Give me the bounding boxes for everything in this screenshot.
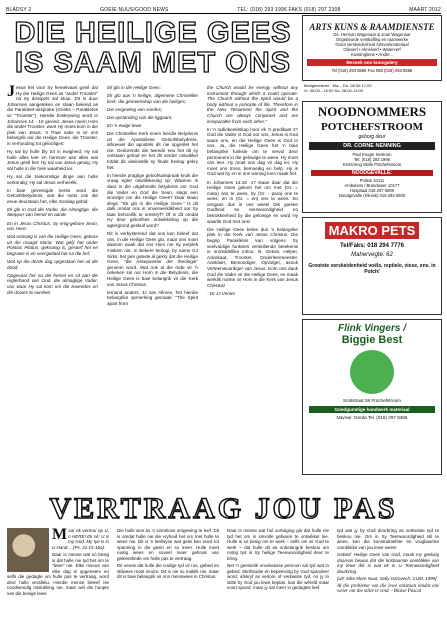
paragraph: Hy sal die toekomstige dinge aan hulle verkondig; Hy sal Jesus verheerlik. bbox=[7, 173, 98, 185]
drop-cap: J bbox=[7, 85, 15, 100]
article-title bbox=[8, 18, 298, 78]
devotion-column-2 bbox=[117, 528, 219, 582]
ad-line: Groot verskeidenheid Artsvorkmateriaal bbox=[335, 42, 409, 47]
paragraph: tyd wat jy by God deurbring as verkwiste tyd te beskou nie. Om in Sy Teenwoordigheid stil te wees, kan die konstruktiefste en vrugbaarste oomblikke van jou lewe wees! bbox=[337, 528, 439, 550]
paragraph: Iemand anders, JJ van Allmen, het hierdie belangrike opmerking gemaak: "The Spirit apart from bbox=[107, 289, 198, 306]
ad-number: Hospitaal 018 297 5800 bbox=[349, 188, 395, 194]
devotion-title: VERTRAAG JOU PAS bbox=[49, 492, 398, 525]
paragraph: Die hulle sien as 'n sinnelose omgewing te leef. Dit is omdat hulle nie die vryheid het om met hulle te wees nie. Dit is 'n leefwyse wat gelei kan word tot spanning in die gesin en so meer. Hulle moet rustig wees en soveel meer gebruik van geleenthede om hulle pas te vertraag. bbox=[117, 528, 219, 561]
ad-emergency-bar: NOODGEVALLE: bbox=[311, 170, 433, 176]
ad-number: Polisie 10111 bbox=[359, 177, 385, 183]
source: [Uit: Elke More Nuut, Solly Ozrovech, CUM, 1999] bbox=[337, 576, 437, 581]
hours-line: Vr. 08:00 - 16:00 Sa. 08:00-13:00 bbox=[304, 88, 364, 93]
paper-name: GOEIE NUUS/GOOD NEWS bbox=[100, 7, 169, 13]
devotion-column-3 bbox=[227, 528, 329, 593]
advertisement-column bbox=[302, 15, 442, 475]
drop-cap: M bbox=[52, 526, 68, 543]
paragraph: Die Heilige Gees belee dus 'n belangrike plek in die Kerk van Jesus Christus. Die begrip Paraklétos kan volgens Sy veelvuldige funksies verskillende betekenis in onmiddellike inhou, nl. Getuie, Helper, Advokaat, Trooster, Onderleermeester, Aanklaer, Bemoediger, Opvolger, asook Verteenwoordiger van Jesus. Kom ons dank God die Vader vir die Heilige Gees, en maak werklik ruimte vir Hom in die Kerk van Jesus Christus! bbox=[207, 226, 298, 288]
creed-line: Ek glo aan 'n heilige, algemene Christelike kerk, die gemeenskap van die heiliges; bbox=[107, 93, 198, 104]
creed-line: En 'n ewige lewe. bbox=[107, 122, 143, 128]
ad-line: Kemtoring Skille Potchefstroom bbox=[342, 162, 402, 168]
business-hours bbox=[302, 83, 442, 99]
creed-line: En in Jesus Christus, Sy enig-gebore Seun, ons Here; bbox=[7, 220, 98, 232]
scripture-quote: aar ek vertrou op U, o HERE! Ek sê: U is my God. My tye is in U Hand… (Ps. 31:15-16a). bbox=[52, 528, 109, 550]
paragraph: Daar is mense wat hul oortuiging glo dat hulle nie tyd het om in sinvolle gebeure te ontwikkel nie. Hulle is só besig om te werk – selfs om vir God te werk – dat hulle dit as onbelangrik beskou om rustig tyd in Sy heilige Teenwoordigheid deur te bring. bbox=[227, 528, 329, 561]
paragraph: In Johannes 14:16 -17 staan daar dat die Heilige Gees gekom het om met (Gr. = meta) ons te wees, by (Gr. - para) ons te wees, en in (Gr. = en) ons te wees. So omgaan dus in ons wees! Die garsee Godheid se teenwoordigheid en betrokkenheid by die gelowige en word Hy waarlik God met ons! bbox=[207, 179, 298, 224]
paragraph: Dit vereis dat hulle die nodige tyd vir rus, gebed en stilwees moet inruim. Dit is nie so maklik nie, maar dit is baie belangrik vir ons menswees in Christus. bbox=[117, 563, 219, 579]
ad-bar: Besoek ons kunsgalery bbox=[307, 59, 437, 66]
flower-logo-icon bbox=[350, 350, 394, 394]
paragraph: Dit is verbysterend dat ons kan beleef dat ons, in die Heilige Gees glo, maar ons moet daarom waak dat ons Hom nie Sy eerplek miskien nie. In Bekere teologi, by name GJ Sirks, het jare gelede al gekry dat die Heilige Gees, "die Assepoester der theologie" genoem word. Wat ook al die rede vir 'n onkeken sin oor Hom in die Belydenis, die Heilige Gees is baie belangrik vir die Kerk van Jesus Christus. bbox=[107, 231, 198, 287]
paragraph: In baie gevestigde kerke word die Geloofsbelydenis, wat die toets van die eeue deurstaan het, elke Sondag gebid: bbox=[7, 187, 98, 204]
ad-line: Kussinglinne • Ander... bbox=[351, 52, 393, 57]
creed-line: Die opstanding van die liggaam; bbox=[107, 114, 173, 120]
paragraph: In 'n radiobeeldskap hoor ek 'n predikant s? God die Vader is God oor ons, Jesus is God saam ons, en die Heilige Gees is God in ons. Ja, die Heilige Gees het 'n baie belangrike funksie om te vervul deur permanent in die gelowige te wees. Hy moet ons leer. Hy moet ons dag vir dag lei, Hy moet ons troos, bemoedig en help. Hy is God wat by en in ons woning kom maak het. bbox=[207, 126, 298, 177]
ad-number: Ambulans / Brandweer 10177 bbox=[344, 182, 400, 188]
ad-line: Paul Kruger Sentrum bbox=[352, 152, 392, 157]
author: - Dr JJ Venter bbox=[207, 290, 236, 296]
ad-contact: Navrae: Gerda Tel. (018) 297 8366 bbox=[336, 414, 408, 420]
ad-line: Olieverf • Akrielverf • Waterverf bbox=[343, 47, 401, 52]
ad-bar: Goedgunstige handwerk materiaal bbox=[309, 406, 435, 413]
ad-title-2: Biggie Best bbox=[341, 334, 403, 346]
title-line-2: IS SAAM MET ONS bbox=[14, 47, 291, 79]
page-number: BLADSY 2 bbox=[6, 7, 32, 13]
ad-makro-pets bbox=[302, 217, 442, 315]
ad-title: NOODNOMMERS bbox=[317, 104, 427, 119]
hours-line: Besigheidsure : Ma. - Do. 08:30-17:00 bbox=[304, 83, 372, 88]
creed-line: Die vergewing van sondes; bbox=[107, 106, 163, 112]
paragraph: Hy sal by hulle bly tot in ewigheid; Hy sal hulle alles leer en herinner aan alles wat Jesus gesê het; Hy sal van Jesus getuig; Hy sal hulle in die hele waarheid lei. bbox=[7, 149, 98, 171]
ad-title: ARTS KUNS & RAAMDIENSTE bbox=[309, 22, 435, 32]
ad-doctor: DR. CORNE NENNING bbox=[309, 142, 435, 150]
devotion-column-1 bbox=[7, 528, 109, 598]
title-line-1: DIE HEILIGE GEES bbox=[14, 17, 292, 49]
ad-title: Flink Vingers / bbox=[338, 323, 406, 334]
ad-logo: MAKRO PETS bbox=[325, 222, 420, 239]
creed-line: Wat op die derde dag opgestaan het uit die dood; bbox=[7, 259, 98, 270]
article-column-2 bbox=[107, 85, 198, 309]
ad-tel: Tel/Faks: 018 294 7776 bbox=[340, 243, 404, 249]
ad-slogan: Grootste verskeidenheid voëls, reptiele, visse, ens. in Potch! bbox=[308, 263, 436, 275]
issue-date: MAART 2012 bbox=[409, 7, 441, 13]
article-body bbox=[7, 85, 298, 490]
paragraph: Net 'n geestelik onvolwasse persoon sal tyd wat in gebed, Skrifstudie en bepeinsing by God spandeer word, afskryf as verlore of verkwiste tyd. As jy in stilte by God jou lewe beplan, kan die wêreld maar voort spoed, maar jy sal meer in gedagtes leef. bbox=[227, 563, 329, 590]
ad-subtitle: Ds. Herman Wagenaar & Joan Wagenaar bbox=[333, 32, 411, 37]
closing-quote: Al die probleme van die lewe ontstaan omdat ons weier om die stilte te vind. - Blaise Pascal bbox=[337, 583, 439, 594]
paragraph: Die Christelike Kerk noem hierdie Belydenis uit die Apostoliese Geloofsbelydenis, alhoewel die apostels dit nie opgestel het nie. Gedurende die tweede eeu het dit sy ontstaan gehad en het dit verder ontwikkel totdat dit uiteindelik sy finale beslag gekry het. bbox=[107, 131, 198, 170]
article-column-1 bbox=[7, 85, 98, 298]
ad-emergency-numbers bbox=[302, 101, 442, 213]
quote: the Church would be energy without any instrument through which it could operate. The Church without the Spirit would be a body without a principle of life. Therefore in the New Testament the Spirit and the Church are always conjoined and are inseparable from each other." bbox=[207, 85, 298, 124]
article-column-3 bbox=[207, 85, 298, 299]
devotion-photo bbox=[7, 528, 49, 572]
paragraph: In hierdie pragtige geloofsuitspraak kruik die vraag egter onwillekeurig op: Waarom is daar in die uitgebreide belydenis oor God die Vader en God die Seun, slegs een sinnetjie oor die Heilige Gees? Daar staan slegs: "Ek glo in die Heilige Gees." Is dit dalk omdat ons in onverwerklikheid oor Sy taak behoorlik te omskryf? Of is dit omdat Hy deur geloofses ontwikkeling op die agtergrond geskuif word? bbox=[107, 172, 198, 229]
contact-info: TEL: (018) 293 1996 FAKS (018) 297 2308 bbox=[237, 7, 341, 13]
ad-flink-vingers bbox=[302, 319, 442, 475]
paragraph: esus het voor Sy hemelvaart gesê dat Hy die Heilige Gees as "ander Trooster" na Sy dissipels sal stuur. Dit is duur Johannes aangeteken en staan bekend as die Parakleet-uitsprake (Grieks – Parakletos vir "Trooster"). Hierdie beskrywing word in Johannes 14 - 16 gevind. Jesus noem Hom die ander Trooster, want Hy moes kom in die plek van Jesus. 'n Paar sake is vir ons belangrik oor die Heilige Gees, die Trooster, in verhouding tot geloofiges: bbox=[7, 85, 98, 146]
ad-line: Tel: (018) 293 1996 bbox=[353, 157, 391, 163]
ad-tel: Tel (018) 293 8566 Fax 088 (018) 293 8566 bbox=[331, 68, 413, 73]
creed-line: Ek glo in God die Vader, die Almagtige, die Skepper van hemel en aarde. bbox=[7, 206, 98, 218]
devotion-body bbox=[7, 528, 441, 638]
ad-line: Ongebeurde verskaffing en raamwerke bbox=[335, 37, 409, 42]
creed-line: Ek glo in die Heilige Gees; bbox=[107, 85, 161, 90]
ad-address: Mahervegte. 62 bbox=[351, 252, 393, 258]
ad-place: POTCHEFSTROOM bbox=[320, 121, 424, 133]
ad-address: Smitstraat 58 Potchefstroom bbox=[343, 398, 401, 403]
ad-tagline: geborg deur bbox=[358, 134, 386, 140]
page-header bbox=[6, 3, 441, 14]
paragraph: Daar is mense wat só besig is dat hulle nie tyd het om te "lewe" nie. Elke minuut van elke dag is opgeneem en selfs die gedagte om hulle pas te vertraag, word deur hulle verafsku. Hierdie mense beleef nie noodwendig mislukking nie, maar wel die hoopte van die besige lewe. bbox=[7, 552, 109, 596]
creed-line: Opgevaar het na die hemel en sit aan die regterhand van God, die almagtige Vader, van waar Hy sal kom om die lewendes en die dooies te oordeel. bbox=[7, 272, 98, 295]
creed-line: Wat ontvang is van die Heilige Gees, gebore uit die maagd Maria; Wat gely het onder Pontius Pilatus, gekruisig is, gesterf het en begrawe is en neergedaal het na die hel; bbox=[7, 234, 98, 257]
ad-number: Noodgevalle (Kliniek) 018 293 0900 bbox=[338, 193, 406, 199]
devotion-column-4 bbox=[337, 528, 439, 597]
prayer: Gebed: Heilige Gees van God, maak my gedurig daarvan bewus dat die kosbaarste oomblikke van my lewe dié is wat ek in U Teenwoordigheid deurbring. bbox=[337, 552, 439, 574]
ad-arts-kuns bbox=[302, 15, 442, 81]
